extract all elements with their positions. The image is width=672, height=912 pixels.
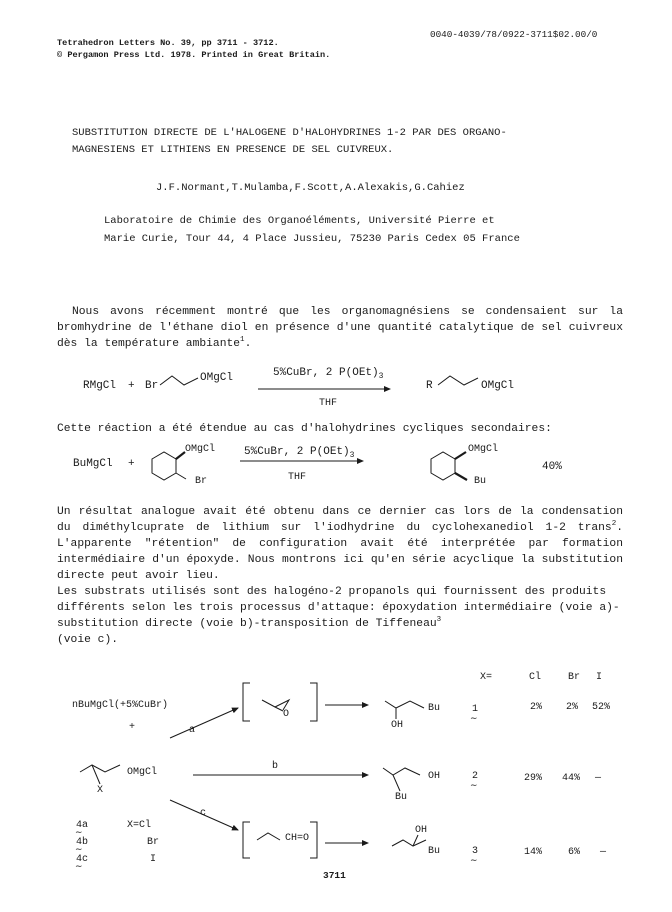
row3-i: — <box>600 847 607 858</box>
product2-oh: OH <box>428 771 441 782</box>
reaction1-reactant: RMgCl <box>83 380 117 392</box>
product2-underline-icon: ∼ <box>470 781 478 791</box>
aldehyde-group: CH=O <box>285 833 310 844</box>
reaction1-product-omgcl: OMgCl <box>481 380 515 392</box>
substrate-x-bond <box>92 765 100 784</box>
affiliation-line-1: Laboratoire de Chimie des Organoéléments, Université Pierre et <box>104 215 495 227</box>
reaction1-omgcl: OMgCl <box>200 372 234 384</box>
table-col-cl: Cl <box>529 672 542 683</box>
product2-bu-bond <box>393 775 400 791</box>
paragraph-4: Les substrats utilisés sont des halogéno-2 propanols qui fournissent des produits différents selon les trois processus d'attaque: époxydation intermédiaire (voie a)-substitution directe (voie b)-transposition de Tiffeneau$^3$ (voie c). <box>57 586 620 646</box>
row2-cl: 29% <box>524 773 543 784</box>
compound-4a-x: X=Cl <box>127 820 152 831</box>
substrate-x: X <box>97 785 104 796</box>
path-c-label: c <box>200 808 207 819</box>
reaction1-plus: + <box>128 380 135 392</box>
aldehyde-bracket-left <box>243 822 250 858</box>
scheme-reagent: nBuMgCl(+5%CuBr) <box>72 700 169 711</box>
product3-chain <box>392 840 426 846</box>
row1-br: 2% <box>566 702 579 713</box>
reaction2-br-bond <box>176 473 186 479</box>
epoxide-oxygen: O <box>283 709 290 720</box>
compound-4b-underline-icon: ∼ <box>75 845 83 855</box>
aldehyde-chain <box>257 833 280 840</box>
reaction1-product-chain <box>438 376 478 385</box>
product3-oh: OH <box>415 825 428 836</box>
paragraph-1: Nous avons récemment montré que les organomagnésiens se condensaient sur la bromhydrine de l'éthane diol en présence d'une quantité catalytique de sel cuivreux dès la température ambiante$^1$. <box>57 306 623 350</box>
reaction2-product-bu-bond <box>455 473 467 480</box>
product3-number: 3 <box>472 846 479 857</box>
title-line-2: MAGNESIENS ET LITHIENS EN PRESENCE DE SEL CUIVREUX. <box>72 144 394 156</box>
title-line-1: SUBSTITUTION DIRECTE DE L'HALOGENE D'HALOHYDRINES 1-2 PAR DES ORGANO- <box>72 127 507 139</box>
compound-4a-label: 4a <box>76 820 89 831</box>
epoxide-bracket-left <box>243 683 250 721</box>
reaction2-omgcl: OMgCl <box>185 444 216 455</box>
epoxide-structure <box>262 700 289 710</box>
affiliation-line-2: Marie Curie, Tour 44, 4 Place Jussieu, 75230 Paris Cedex 05 France <box>104 233 520 245</box>
product1-bu: Bu <box>428 703 441 714</box>
path-a-arrow <box>170 708 238 738</box>
substrate-omgcl: OMgCl <box>127 767 158 778</box>
row1-i: 52% <box>592 702 611 713</box>
compound-4a-underline-icon: ∼ <box>75 828 83 838</box>
product1-oh: OH <box>391 720 404 731</box>
path-a-label: a <box>189 725 196 736</box>
reaction2-product-bu: Bu <box>474 476 487 487</box>
reaction1-bromine: Br <box>145 380 159 392</box>
product2-number: 2 <box>472 771 479 782</box>
row1-cl: 2% <box>530 702 543 713</box>
path-c-arrow <box>170 800 238 830</box>
journal-citation: Tetrahedron Letters No. 39, pp 3711 - 3712. <box>57 38 279 48</box>
reaction2-conditions: 5%CuBr, 2 $P(OEt)_3$ <box>244 446 355 461</box>
row2-br: 44% <box>562 773 581 784</box>
product3-bu: Bu <box>428 846 441 857</box>
reaction2-plus: + <box>128 458 135 470</box>
substrate-chain <box>80 765 120 772</box>
compound-4b-label: 4b <box>76 837 89 848</box>
page-number: 3711 <box>323 870 346 881</box>
row2-i: — <box>595 773 602 784</box>
reaction2-product-ring <box>431 452 455 480</box>
compound-4b-x: Br <box>147 837 160 848</box>
reaction1-conditions: 5%CuBr, 2 $P(OEt)_3$ <box>273 367 384 382</box>
aldehyde-bracket-right <box>310 822 317 858</box>
reaction2-br: Br <box>195 476 208 487</box>
product1-underline-icon: ∼ <box>470 714 478 724</box>
reaction2-reactant-ring <box>152 452 176 480</box>
compound-4c-x: I <box>150 854 157 865</box>
reaction2-yield: 40% <box>542 461 562 473</box>
product1-number: 1 <box>472 704 479 715</box>
row3-cl: 14% <box>524 847 543 858</box>
product2-chain <box>383 768 420 775</box>
reaction2-wedge-omgcl <box>176 452 185 459</box>
reaction2-solvent: THF <box>288 472 307 483</box>
table-col-br: Br <box>568 672 581 683</box>
path-b-label: b <box>272 761 279 772</box>
compound-4c-underline-icon: ∼ <box>75 862 83 872</box>
paragraph-2: Cette réaction a été étendue au cas d'halohydrines cycliques secondaires: <box>57 423 552 435</box>
product3-underline-icon: ∼ <box>470 856 478 866</box>
compound-4c-label: 4c <box>76 854 89 865</box>
reaction2-product-wedge <box>455 452 466 459</box>
article-code: 0040-4039/78/0922-3711$02.00/0 <box>430 29 598 40</box>
copyright-line: © Pergamon Press Ltd. 1978. Printed in Great Britain. <box>57 50 331 60</box>
table-header-x: X= <box>480 672 493 683</box>
reaction2-reactant: BuMgCl <box>73 458 113 470</box>
reaction1-bromoethanol-chain <box>160 376 198 385</box>
table-col-i: I <box>596 672 603 683</box>
reaction2-product-omgcl: OMgCl <box>468 444 499 455</box>
scheme-plus: + <box>129 722 136 733</box>
paragraph-3: Un résultat analogue avait été obtenu dans ce dernier cas lors de la condensation du diméthylcuprate de lithium sur l'iodhydrine du cyclohexanediol 1-2 trans$^2$. L'apparente "rétention" de configuration avait été interprétée par formation intermédiaire d'un époxyde. Nous montrons ici qu'en série acyclique la substitution directe peut avoir lieu. <box>57 506 623 582</box>
product1-chain <box>385 701 424 708</box>
row3-br: 6% <box>568 847 581 858</box>
epoxide-o-bond <box>275 707 283 711</box>
reaction1-product-r: R <box>426 380 433 392</box>
reaction1-solvent: THF <box>319 398 338 409</box>
product2-bu: Bu <box>395 792 408 803</box>
epoxide-bracket-right <box>310 683 317 721</box>
authors: J.F.Normant,T.Mulamba,F.Scott,A.Alexakis,G.Cahiez <box>156 182 465 194</box>
